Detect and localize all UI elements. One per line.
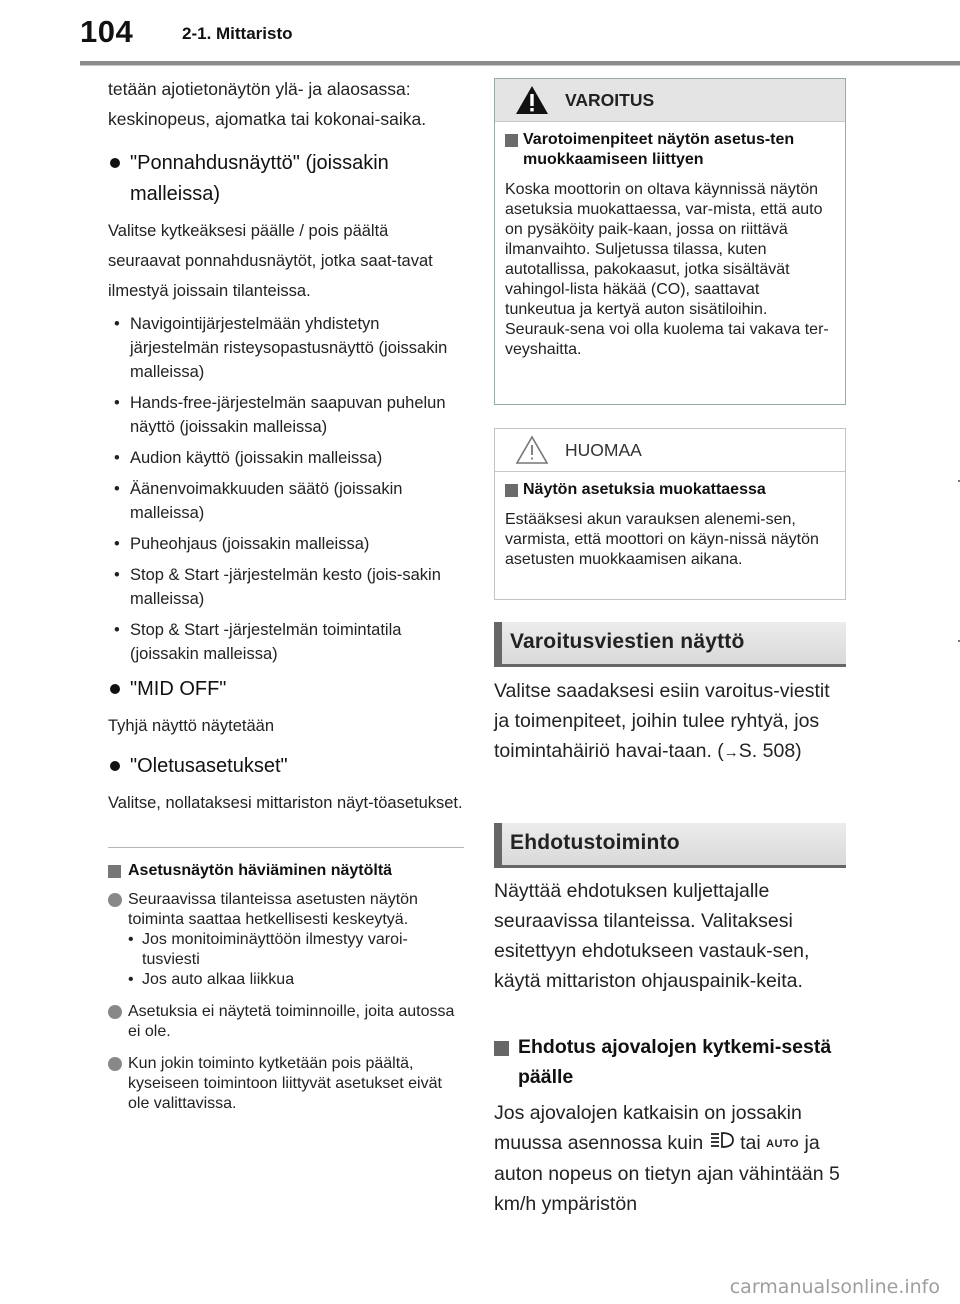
note-sub-text: Jos auto alkaa liikkua	[142, 971, 295, 988]
list-item: • Stop & Start -järjestelmän kesto (jois-sakin malleissa)	[114, 566, 441, 608]
note-heading-label: Asetusnäytön häviäminen näytöltä	[128, 862, 393, 879]
list-item-text: Stop & Start -järjestelmän toimintatila (joissakin malleissa)	[130, 621, 402, 663]
list-item: • Stop & Start -järjestelmän toimintatila (joissakin malleissa)	[114, 621, 402, 663]
square-bullet-icon	[505, 134, 518, 147]
page-header	[0, 0, 960, 64]
warnings-section-title: Varoitusviestien näyttö	[510, 630, 745, 653]
left-column	[108, 70, 464, 818]
mid-off-heading-label: "MID OFF"	[130, 678, 227, 700]
warnings-section-text	[494, 676, 846, 768]
warning-triangle-icon	[515, 85, 549, 120]
page-reference-label: S. 508)	[738, 740, 802, 762]
arrow-right-icon: →	[723, 744, 739, 761]
notice-subheading-label: Näytön asetuksia muokattaessa	[523, 481, 766, 498]
notice-box-header	[495, 429, 845, 472]
warning-box	[494, 78, 846, 405]
suggestion-section-banner	[494, 823, 846, 868]
list-item: • Navigointijärjestelmään yhdistetyn järjestelmän risteysopastusnäyttö (joissakin malleissa)	[114, 315, 448, 381]
section-title: 2-1. Mittaristo	[182, 24, 293, 43]
note-item	[108, 890, 464, 990]
list-item-text: Puheohjaus (joissakin malleissa)	[130, 535, 370, 553]
notice-triangle-icon	[515, 435, 549, 470]
popup-list	[108, 312, 464, 666]
notice-text: Estääksesi akun varauksen alenemi-sen, varmista, että moottori on käyn-nissä näytön asetusten muokkaamisen aikana.	[505, 511, 819, 568]
banner-bar	[494, 823, 502, 865]
watermark[interactable]: carmanualsonline.info	[729, 1276, 940, 1298]
list-item-text: Hands-free-järjestelmän saapuvan puhelun näyttö (joissakin malleissa)	[130, 394, 446, 436]
mid-off-text: Tyhjä näyttö näytetään	[108, 717, 275, 735]
note-item-text: Asetuksia ei näytetä toiminnoille, joita autossa ei ole.	[128, 1003, 455, 1040]
list-item-text: Navigointijärjestelmään yhdistetyn järjestelmän risteysopastusnäyttö (joissakin malleissa)	[130, 315, 448, 381]
circle-bullet-icon	[108, 1057, 122, 1071]
warning-body	[495, 122, 845, 360]
warnings-text-a: Valitse saadaksesi esiin varoitus-viestit ja toimenpiteet, joihin tulee ryhtyä, jos toimintahäiriö havai-taan. (	[494, 680, 830, 762]
suggestion-section-text: Näyttää ehdotuksen kuljettajalle seuraavissa tilanteissa. Valitaksesi esitettyyn ehdotukseen vastauk-sen, käytä mittariston ohjauspainik-keita.	[494, 880, 810, 992]
note-block	[108, 860, 464, 1126]
warning-box-header	[495, 79, 845, 122]
suggestion-section-title: Ehdotustoiminto	[510, 831, 680, 854]
circle-bullet-icon	[108, 1005, 122, 1019]
note-item-text: Kun jokin toiminto kytketään pois päältä, kyseiseen toimintoon liittyvät asetukset eivät ole valittavissa.	[128, 1055, 442, 1112]
popup-text: Valitse kytkeäksesi päälle / pois päältä seuraavat ponnahdusnäytöt, jotka saat-tavat ilmestyä joissain tilanteissa.	[108, 222, 433, 300]
auto-label: AUTO	[766, 1137, 800, 1150]
notice-box	[494, 428, 846, 600]
warnings-section-banner	[494, 622, 846, 667]
list-item-text: Stop & Start -järjestelmän kesto (jois-sakin malleissa)	[130, 566, 441, 608]
notice-title: HUOMAA	[565, 440, 642, 460]
intro-text: tetään ajotietonäytön ylä- ja alaosassa: keskinopeus, ajomatka tai kokonai-saika.	[108, 79, 427, 129]
popup-heading	[108, 148, 464, 210]
list-item-text: Äänenvoimakkuuden säätö (joissakin malleissa)	[130, 480, 403, 522]
warning-title: VAROITUS	[565, 90, 655, 110]
list-item: • Puheohjaus (joissakin malleissa)	[114, 535, 370, 553]
defaults-text: Valitse, nollataksesi mittariston näyt-töasetukset.	[108, 794, 463, 812]
defaults-heading-label: "Oletusasetukset"	[130, 755, 288, 777]
header-rule-thin	[80, 65, 960, 66]
page-reference-link[interactable]	[724, 740, 802, 762]
note-item-text: Seuraavissa tilanteissa asetusten näytön toiminta saattaa hetkellisesti keskeytyä.	[128, 891, 418, 928]
circle-bullet-icon	[108, 893, 122, 907]
headlight-icon	[709, 1129, 735, 1159]
bullet-dot-icon	[110, 684, 120, 694]
bullet-dot-icon	[110, 761, 120, 771]
square-bullet-icon	[505, 484, 518, 497]
bullet-dot-icon	[110, 158, 120, 168]
page-number: 104	[80, 14, 134, 49]
notice-subheading	[505, 480, 833, 500]
note-item	[108, 1002, 464, 1042]
headlight-suggestion-text	[494, 1098, 846, 1219]
list-item-text: Audion käyttö (joissakin malleissa)	[130, 449, 383, 467]
warning-text: Koska moottorin on oltava käynnissä näytön asetuksia muokattaessa, var-mista, että auto on pysäköity paik-kaan, jossa on riittävä ilmanvaihto. Suljetussa tilassa, kuten autotallissa, pakokaasut, jotka sisältävät vahingol-lista häkää (CO), saattavat tunkeutua ja kertyä auton sisätiloihin. Seurauk-sena voi olla kuolema tai vakava ter-veyshaitta.	[505, 181, 829, 358]
list-item: • Hands-free-järjestelmän saapuvan puhelun näyttö (joissakin malleissa)	[114, 394, 446, 436]
banner-bar	[494, 622, 502, 664]
mid-off-heading	[108, 674, 464, 705]
warning-subheading	[505, 130, 833, 170]
left-divider	[108, 847, 464, 848]
note-sub-item: • Jos auto alkaa liikkua	[128, 971, 295, 988]
popup-heading-label: "Ponnahdusnäyttö" (joissakin malleissa)	[130, 152, 389, 205]
headlight-suggestion-heading	[494, 1032, 846, 1092]
note-item	[108, 1054, 464, 1114]
list-item: • Äänenvoimakkuuden säätö (joissakin malleissa)	[114, 480, 403, 522]
note-sub-item: • Jos monitoiminäyttöön ilmestyy varoi-tusviesti	[128, 931, 408, 968]
headlight-text-b: tai	[740, 1132, 761, 1154]
note-sub-text: Jos monitoiminäyttöön ilmestyy varoi-tusviesti	[142, 931, 408, 968]
list-item: • Audion käyttö (joissakin malleissa)	[114, 449, 383, 467]
defaults-heading	[108, 751, 464, 782]
square-bullet-icon	[108, 865, 121, 878]
headlight-suggestion-heading-label: Ehdotus ajovalojen kytkemi-sestä päälle	[518, 1036, 832, 1088]
headlight-text-a: Jos ajovalojen katkaisin on jossakin muussa asennossa kuin	[494, 1102, 802, 1154]
square-bullet-icon	[494, 1041, 509, 1056]
notice-body	[495, 472, 845, 570]
warning-subheading-label: Varotoimenpiteet näytön asetus-ten muokkaamiseen liittyen	[523, 131, 795, 168]
note-heading	[108, 860, 464, 882]
headlight-text-c: ja auton nopeus on tietyn ajan vähintään 5 km/h ympäristön	[494, 1132, 840, 1215]
